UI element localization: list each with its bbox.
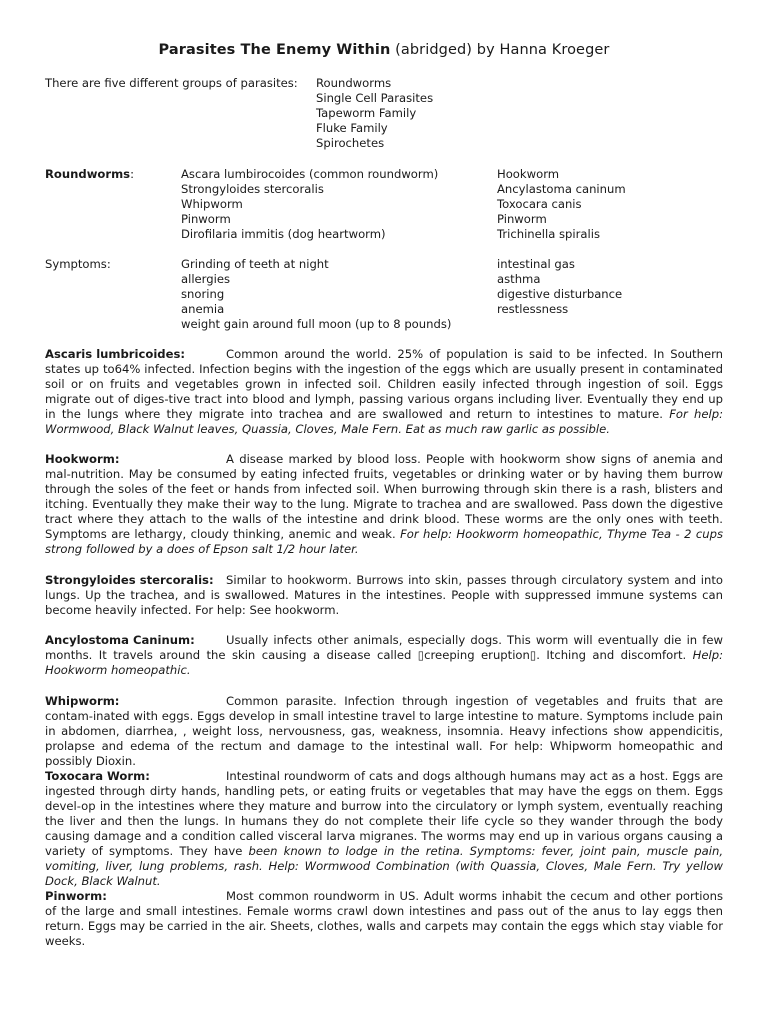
section-text: Common parasite. Infection through ingestion of vegetables and fruits that are contam-inated with eggs. Eggs develop in small intestine travel to large intestine to mature. Symptoms include pain in abdomen, diarrhea, , weight loss, nervousness, gas, weakness, insomnia. Heavy infections show appendicitis, prolapse and edema of the rectum and damage to the intestinal wall. For help: Whipworm homeopathic and possibly Dioxin.	[45, 694, 723, 768]
symptom-item: asthma	[497, 272, 541, 286]
roundworm-item: Strongyloides stercoralis	[181, 182, 324, 196]
section-text: Usually infects other animals, especially dogs. This worm will eventually die in few months. It travels around the skin causing a disease called ▯creeping eruption▯. Itching and discomfort.	[45, 633, 723, 662]
section-heading: Pinworm:	[45, 889, 107, 903]
symptom-item: Grinding of teeth at night	[181, 257, 329, 271]
symptom-item: allergies	[181, 272, 230, 286]
symptoms-col2	[497, 257, 622, 317]
section-heading: Hookworm:	[45, 452, 120, 466]
roundworms-col1	[181, 167, 438, 242]
section-text: Common around the world. 25% of population is said to be infected. In Southern states up to64% infected. Infection begins with the ingestion of the eggs which are usually present in contaminated soil or on fruits and vegetables grown in infected soil. Children easily infected through ingestion of soil. Eggs migrate out of diges-tive tract into blood and lymph, passing various organs including liver. Eventually they end up in the lungs where they migrate into trachea and are swallowed and return to intestines to mature.	[45, 347, 723, 421]
roundworm-item: Trichinella spiralis	[497, 227, 600, 241]
title-rest: (abridged) by Hanna Kroeger	[390, 42, 610, 58]
groups-item: Spirochetes	[316, 136, 385, 150]
section-heading: Ancylostoma Caninum:	[45, 633, 195, 647]
section-hookworm	[45, 452, 723, 557]
section-help: For help: Wormwood, Black Walnut leaves, Quassia, Cloves, Male Fern. Eat as much raw garlic as possible.	[45, 407, 723, 436]
roundworms-label: Roundworms	[45, 167, 131, 181]
groups-label: There are five different groups of parasites:	[45, 76, 298, 90]
symptom-item: weight gain around full moon (up to 8 pounds)	[181, 317, 452, 331]
section-ascaris	[45, 347, 723, 437]
section-text: A disease marked by blood loss. People with hookworm show signs of anemia and mal-nutrition. May be consumed by eating infected fruits, vegetables or drinking water or by having them burrow through the soles of the feet or hands from infected soil. When burrowing through skin there is a rash, blisters and itching. Eventually they make their way to the lung. Migrate to trachea and are swallowed. Pass down the digestive tract where they attach to the walls of the intestine and drink blood. These worms are the only ones with teeth. Symptoms are lethargy, cloudy thinking, anemic and weak.	[45, 452, 723, 541]
section-help: been known to lodge in the retina. Symptoms: fever, joint pain, muscle pain, vomiting, liver, lung problems, rash. Help: Wormwood Combination (with Quassia, Cloves, Male Fern. Try yellow Dock, Black Walnut.	[45, 844, 723, 888]
groups-item: Roundworms	[316, 76, 392, 90]
symptom-item: digestive disturbance	[497, 287, 623, 301]
section-toxocara	[45, 769, 723, 889]
groups-list	[316, 76, 433, 151]
section-whipworm	[45, 694, 723, 769]
roundworms-col2	[497, 167, 626, 242]
roundworm-item: Pinworm	[181, 212, 231, 226]
section-heading: Strongyloides stercoralis:	[45, 573, 214, 587]
groups-item: Fluke Family	[316, 121, 388, 135]
section-strongyloides	[45, 573, 723, 618]
roundworm-item: Toxocara canis	[497, 197, 582, 211]
roundworm-item: Whipworm	[181, 197, 243, 211]
symptom-item: anemia	[181, 302, 225, 316]
groups-item: Tapeworm Family	[316, 106, 417, 120]
section-help: Help: Hookworm homeopathic.	[45, 648, 723, 677]
roundworm-item: Dirofilaria immitis (dog heartworm)	[181, 227, 386, 241]
section-text: Intestinal roundworm of cats and dogs although humans may act as a host. Eggs are ingested through dirty hands, handling pets, or eating fruits or vegetables that may have the eggs on them. Eggs devel-op in the intestines where they mature and burrow into the circulatory or lymph system, eventually reaching the liver and then the lungs. In humans they do not complete their life cycle so they wander through the body causing damage and a condition called visceral larva migranes. The worms may end up in various organs causing a variety of symptoms. They have	[45, 769, 723, 858]
roundworm-item: Ancylastoma caninum	[497, 182, 626, 196]
section-help: For help: Hookworm homeopathic, Thyme Tea - 2 cups strong followed by a does of Epson salt 1/2 hour later.	[45, 527, 724, 556]
symptoms-label: Symptoms:	[45, 257, 111, 271]
section-heading: Toxocara Worm:	[45, 769, 150, 783]
section-ancylostoma	[45, 633, 723, 678]
title-bold: Parasites The Enemy Within	[158, 42, 391, 58]
symptom-item: restlessness	[497, 302, 569, 316]
roundworm-item: Hookworm	[497, 167, 560, 181]
roundworm-item: Pinworm	[497, 212, 547, 226]
document-title	[0, 42, 768, 58]
roundworms-colon: :	[130, 167, 134, 181]
section-text: Similar to hookworm. Burrows into skin, passes through circulatory system and into lungs. Up the trachea, and is swallowed. Matures in the intestines. People with suppressed immune systems can become heavily infected. For help: See hookworm.	[45, 573, 723, 617]
section-heading: Whipworm:	[45, 694, 120, 708]
roundworms-label-row	[45, 167, 134, 182]
symptoms-col1	[181, 257, 451, 332]
section-text: Most common roundworm in US. Adult worms inhabit the cecum and other portions of the large and small intestines. Female worms crawl down intestines and pass out of the anus to lay eggs then return. Eggs may be carried in the air. Sheets, clothes, walls and carpets may contain the eggs which stay viable for weeks.	[45, 889, 723, 948]
symptom-item: snoring	[181, 287, 225, 301]
symptom-item: intestinal gas	[497, 257, 575, 271]
section-heading: Ascaris lumbricoides:	[45, 347, 186, 361]
section-pinworm	[45, 889, 723, 949]
groups-item: Single Cell Parasites	[316, 91, 434, 105]
roundworm-item: Ascara lumbirocoides (common roundworm)	[181, 167, 439, 181]
